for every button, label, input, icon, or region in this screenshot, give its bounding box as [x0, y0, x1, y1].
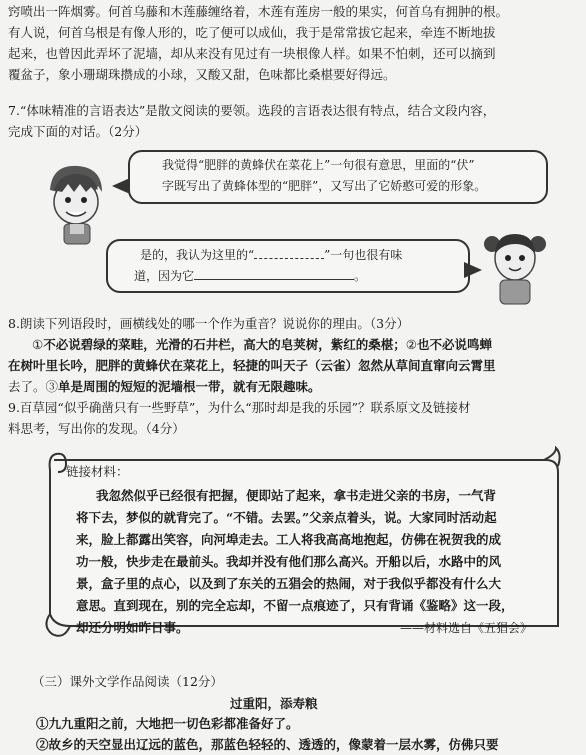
girl-line-2a: 道，因为它	[134, 269, 195, 283]
girl-line-1b: ”一句也很有味	[324, 248, 403, 262]
q8-sentence-3: 单是周围的短短的泥墙根一带，就有无限趣味。	[58, 379, 321, 394]
q7-line-1: 7.“体味精准的言语表达”是散文阅读的要领。选段的言语表达很有特点，结合文段内容，	[8, 103, 496, 118]
link-line-7: 却还分明如昨日事。	[76, 620, 189, 635]
link-line-5: 景，盒子里的点心，以及到了东关的五猖会的热闹，对于我似乎都没有什么大	[76, 576, 502, 591]
q9-line-1: 9.百草园“似乎确凿只有一些野草”，为什么“那时却是我的乐园”？联系原文及链接材	[8, 400, 471, 415]
girl-line-2b: 。	[354, 269, 367, 283]
q8-sentence-2a: 也不必说鸣蝉	[416, 337, 492, 352]
girl-line-1a: 是的，我认为这里的“	[140, 248, 255, 262]
link-line-4: 功一般，快步走在最前头。我却并没有他们那么高兴。开船以后，水路中的风	[76, 554, 502, 569]
boy-line-2: 字既写出了黄蜂体型的“肥胖”，又写出了它娇憨可爱的形象。	[162, 179, 487, 193]
link-line-1: 我忽然似乎已经很有把握，便即站了起来，拿书走进父亲的书房，一气背	[96, 488, 497, 503]
girl-line-2	[134, 268, 366, 284]
section3-para-2: ②故乡的天空显出辽远的蓝色，那蓝色轻轻的、透透的，像蒙着一层水雾，仿佛只要	[36, 737, 499, 752]
link-line-6: 意思。直到现在，别的完全忘却，不留一点痕迹了，只有背诵《鉴略》这一段，	[76, 598, 514, 613]
q8-line-4	[8, 379, 321, 395]
link-line-3: 来，脸上都露出笑容，向河埠走去。工人将我高高地抱起，仿佛在祝贺我的成	[76, 532, 502, 547]
passage-line-3: 起来，也曾因此弄坏了泥墙，却从来没有见过有一块根像人样。如果不怕刺，还可以摘到	[8, 46, 496, 61]
girl-answer-blank-2[interactable]	[194, 268, 354, 280]
girl-answer-blank-1[interactable]	[254, 247, 324, 259]
link-line-2: 将下去，梦似的就背完了。“不错。去罢。”父亲点着头，说。大家同时活动起	[76, 510, 497, 525]
section3-article-title: 过重阳，添寿粮	[230, 696, 318, 711]
q9-line-2: 料思考，写出你的发现。（4分）	[8, 421, 185, 436]
q7-line-2: 完成下面的对话。（2分）	[8, 124, 148, 139]
passage-line-4: 覆盆子，象小珊瑚珠攒成的小球，又酸又甜，色味都比桑椹要好得远。	[8, 67, 396, 82]
q8-line-3: 在树叶里长吟，肥胖的黄蜂伏在菜花上，轻捷的叫天子（云雀）忽然从草间直窜向云霄里	[8, 358, 496, 373]
link-title: 链接材料：	[66, 464, 129, 479]
passage-line-2: 有人说，何首乌根是有像人形的，吃了便可以成仙，我于是常常拔它起来，牵连不断地拔	[8, 25, 496, 40]
girl-bubble-tail	[464, 262, 482, 278]
q8-line-2	[32, 337, 492, 353]
girl-avatar-icon	[482, 222, 548, 306]
q8-marker-3: 去了。③	[8, 379, 59, 394]
q8-sentence-1: 不必说碧绿的菜畦，光滑的石井栏，高大的皂荚树，紫红的桑椹；	[43, 337, 406, 352]
girl-line-1	[140, 247, 402, 263]
boy-avatar-icon	[40, 160, 110, 246]
link-source: ——材料选自《五猖会》	[400, 621, 533, 635]
passage-line-1: 窍喷出一阵烟雾。何首乌藤和木莲藤缠络着，木莲有莲房一般的果实，何首乌有拥肿的根。	[8, 4, 509, 19]
boy-bubble-tail	[112, 178, 130, 194]
q8-marker-1: ①	[32, 337, 44, 352]
section3-para-1: ①九九重阳之前，大地把一切色彩都准备好了。	[36, 716, 299, 731]
section3-heading: （三）课外文学作品阅读（12分）	[32, 674, 223, 689]
q8-marker-2: ②	[405, 337, 417, 352]
q8-line-1: 8.朗读下列语段时，画横线处的哪一个作为重音？说说你的理由。（3分）	[8, 316, 410, 331]
boy-line-1: 我觉得“肥胖的黄蜂伏在菜花上”一句很有意思，里面的“伏”	[162, 158, 475, 172]
